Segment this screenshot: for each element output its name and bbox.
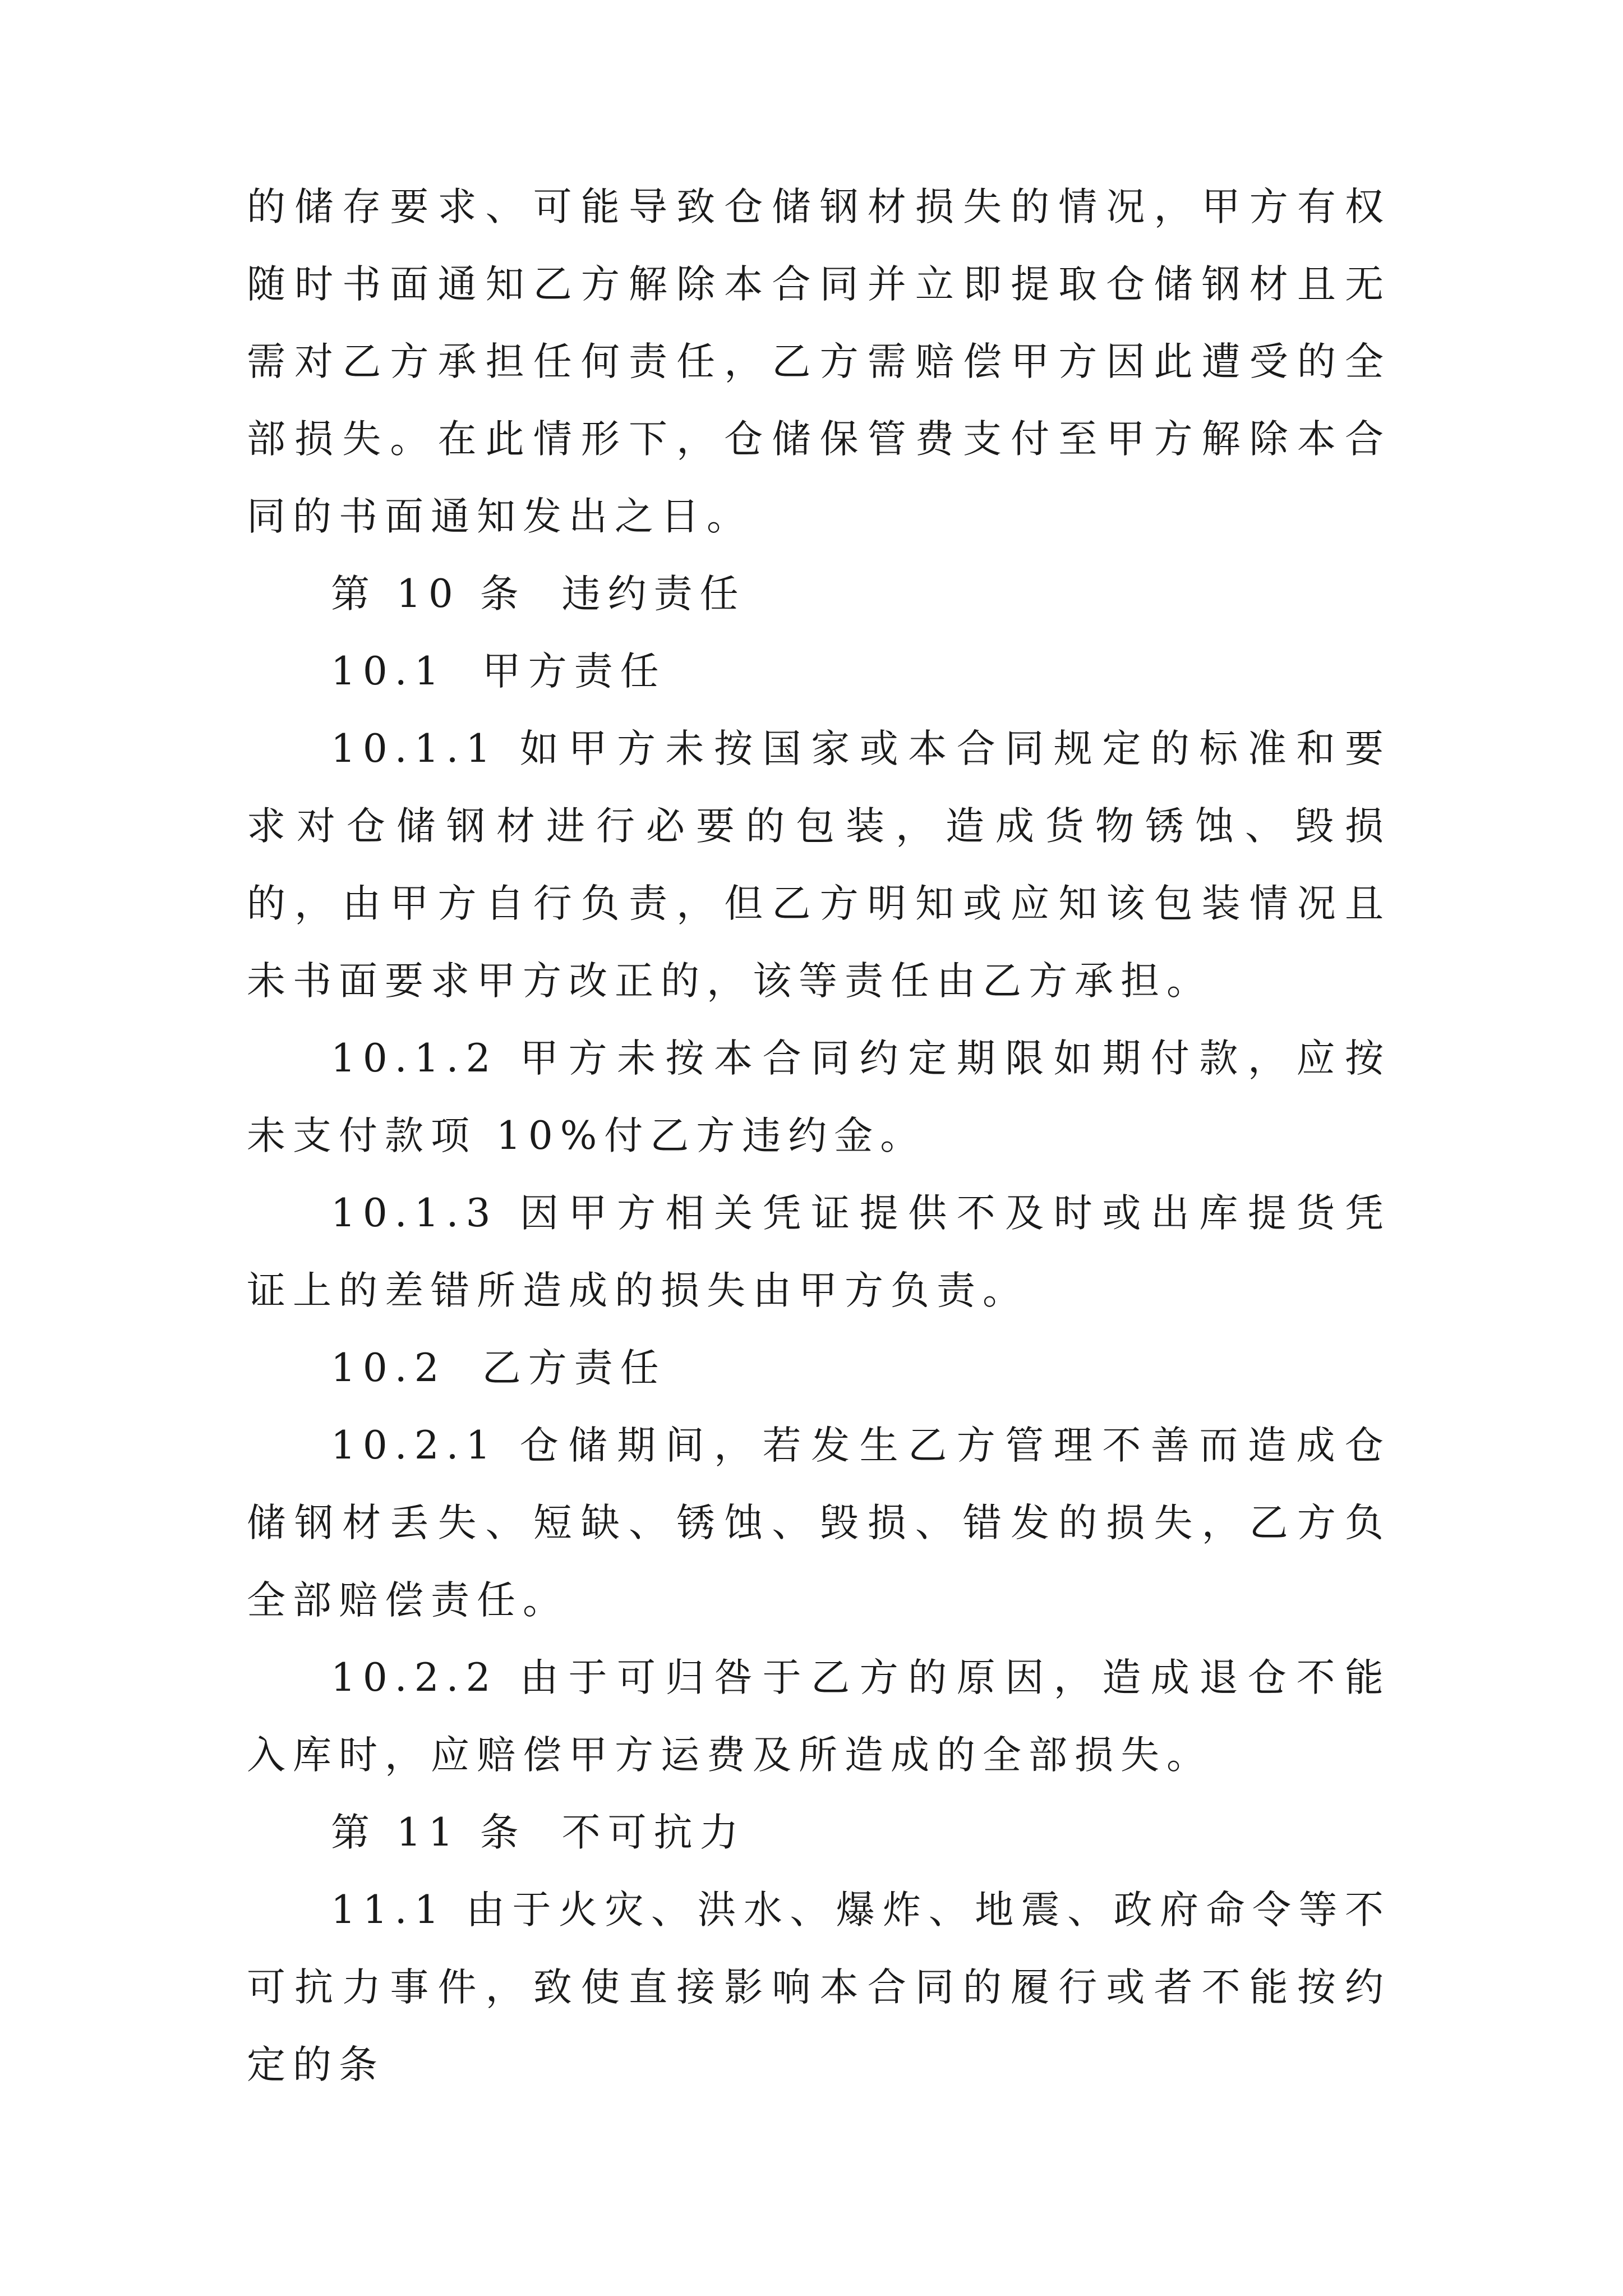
- article-heading-10: [247, 555, 1391, 633]
- document-body: [247, 168, 1391, 2104]
- section-number: 10.2: [331, 1346, 446, 1391]
- clause-10-1-3: 10.1.3 因甲方相关凭证提供不及时或出库提货凭证上的差错所造成的损失由甲方负责。: [247, 1191, 1391, 1313]
- clause-10-2-2: 10.2.2 由于可归咎于乙方的原因，造成退仓不能入库时，应赔偿甲方运费及所造成的全部损失。: [247, 1655, 1391, 1778]
- section-title: 甲方责任: [482, 649, 666, 694]
- section-title: 乙方责任: [482, 1346, 666, 1391]
- article-number: 第 10 条: [331, 572, 526, 616]
- section-heading-10-1: [247, 633, 1391, 710]
- article-heading-11: [247, 1794, 1391, 1871]
- section-number: 10.1: [331, 649, 446, 694]
- section-heading-10-2: [247, 1329, 1391, 1407]
- article-title: 违约责任: [561, 572, 746, 616]
- clause-10-1-1: 10.1.1 如甲方未按国家或本合同规定的标准和要求对仓储钢材进行必要的包装，造成货物锈蚀、毁损的，由甲方自行负责，但乙方明知或应知该包装情况且未书面要求甲方改正的，该等责任由乙方承担。: [247, 726, 1391, 1004]
- paragraph-continuation: 的储存要求、可能导致仓储钢材损失的情况，甲方有权随时书面通知乙方解除本合同并立即提取仓储钢材且无需对乙方承担任何责任，乙方需赔偿甲方因此遭受的全部损失。在此情形下，仓储保管费支付至甲方解除本合同的书面通知发出之日。: [247, 185, 1391, 539]
- clause-11-1: 11.1 由于火灾、洪水、爆炸、地震、政府命令等不可抗力事件，致使直接影响本合同的履行或者不能按约定的条: [247, 1888, 1391, 2087]
- clause-10-1-2: 10.1.2 甲方未按本合同约定期限如期付款，应按未支付款项 10%付乙方违约金。: [247, 1036, 1391, 1158]
- article-number: 第 11 条: [331, 1810, 526, 1855]
- clause-10-2-1: 10.2.1 仓储期间，若发生乙方管理不善而造成仓储钢材丢失、短缺、锈蚀、毁损、错发的损失，乙方负全部赔偿责任。: [247, 1423, 1391, 1623]
- article-title: 不可抗力: [561, 1810, 746, 1855]
